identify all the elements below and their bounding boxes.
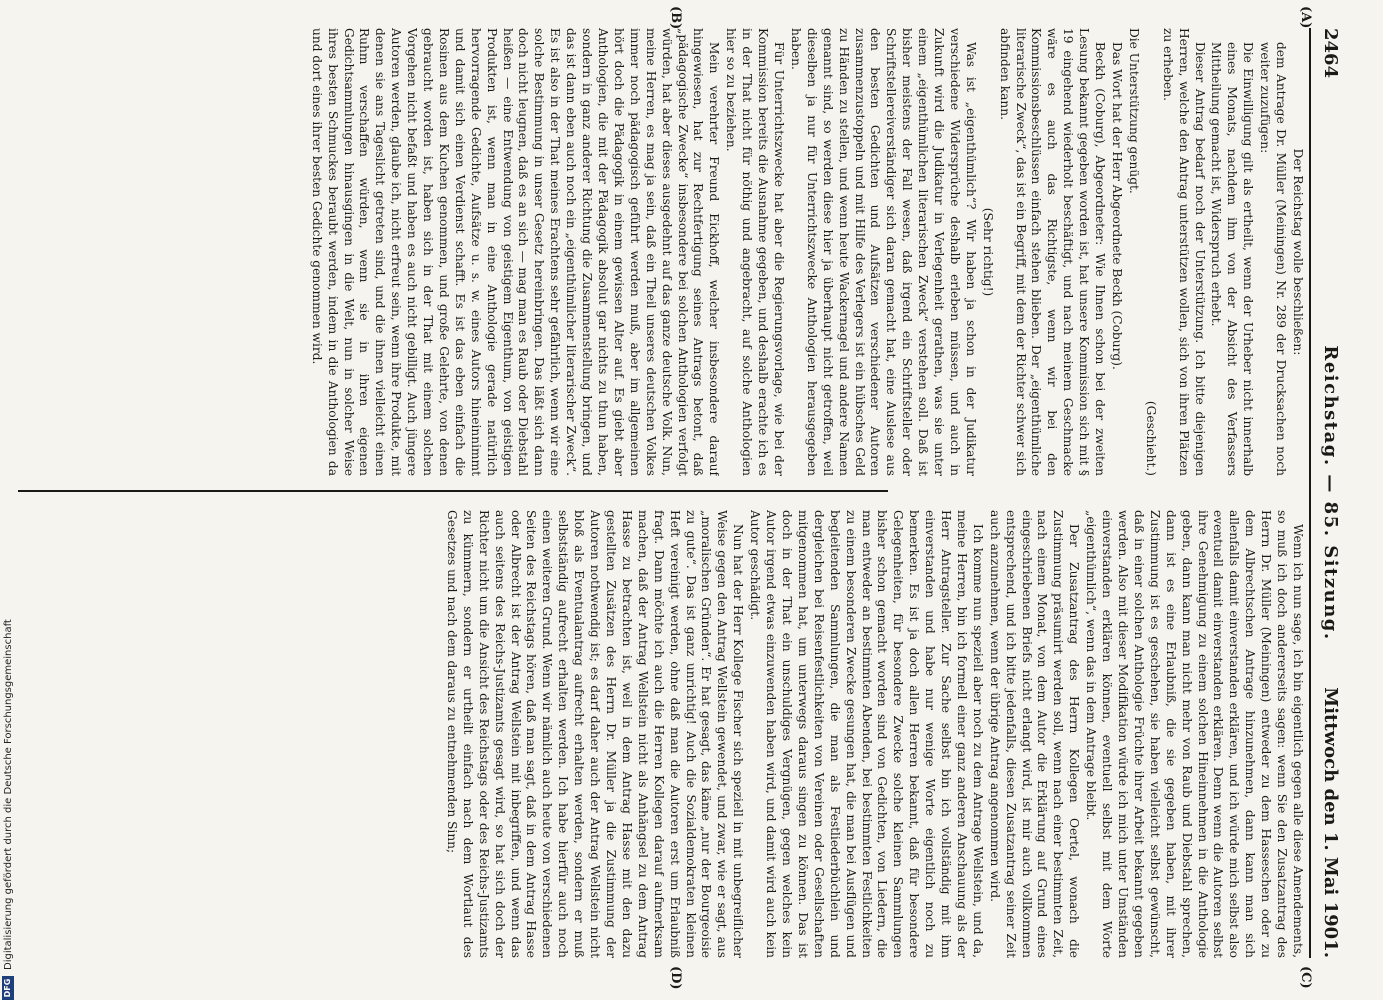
- paragraph: dem Antrage Dr. Müller (Meiningen) Nr. 289 der Drucksachen noch weiter zuzufügen:: [1258, 42, 1289, 476]
- right-column: [55, 510, 1305, 958]
- paragraph: Nun hat der Herr Kollege Fischer sich speziell in mit unbegreiflicher Weise gegen den Antrag Wellstein gewendet, und zwar, wie er sagt, aus „moralischen Gründen“. Er hat gesagt, das käme „nur der Bourgeoisie zu gute“. Das ist ganz unrichtig! Auch die Sozialdemokraten kleinen Heft vereinigt werden, ohne daß man die Autoren erst um Erlaubniß fragt. Dann möchte ich auch die Herren Kollegen darauf aufmerksam machen, daß der Antrag Wellstein nicht als Anhängsel zu dem Antrag Hasse zu betrachten ist, weil in dem Antrag Hasse mit den dazu gestellten Zusätzen des Herrn Dr. Müller ja die Zustimmung der Autoren nothwendig ist; es darf daher auch der Antrag Wellstein nicht bloß als Eventualantrag aufrecht erhalten werden, sondern er muß selbstständig aufrecht erhalten werden. Ich habe hierfür auch noch einen weiteren Grund. Wenn wir nämlich auch heute von verschiedenen Seiten des Reichstags hören, daß man sagt, daß in dem Antrag Hasse oder Albrecht ist der Antrag Wellstein mit inbegriffen, und wenn das auch seitens des Reichs-Justizamts gesagt wird, so hat sich doch der Richter nicht um die Ansicht des Reichstags oder des Reichs-Justizamts zu kümmern, sondern er urtheilt einfach nach dem Wortlaut des Gesetzes und nach dem daraus zu entnehmenden Sinn;: [444, 510, 746, 958]
- paragraph: Das Wort hat der Herr Abgeordnete Beckh (Coburg).: [1110, 42, 1125, 370]
- left-column: [55, 28, 1305, 476]
- paragraph: Mein verehrter Freund Eickhoff, welcher insbesondere darauf hingewiesen, hat zur Rechtfertigung seines Antrags betont, daß „pädagogische Zwecke“ insbesondere bei solchen Anthologien verfolgt würden, hat aber dieses ausgedehnt auf das ganze deutsche Volk. Nun, meine Herren, es mag ja sein, daß ein Theil unseres deutschen Volkes immer noch pädagogisch geführt werden muß, aber im allgemeinen hört doch die Pädagogik in einem gewissen Alter auf. Es giebt aber Anthologien, die mit der Pädagogik absolut gar nichts zu thun haben, sondern in ganz anderer Richtung die Zusammenstellung bringen, und das ist dann eben auch noch ein „eigenthümlicher literarischer Zweck“. Es ist also in der That meines Erachtens sehr gefährlich, wenn wir eine solche Bestimmung in unser Gesetz hereinbringen. Das läßt sich dann doch nicht leugnen, daß es an sich — mag man es Raub oder Diebstahl heißen — eine Entwendung von geistigem Eigenthum, von geistigen Produkten ist, wenn man in eine Anthologie gerade natürlich hervorragende Gedichte, Aufsätze u. s. w. eines Autors hineinnimmt und damit sich einen Verdienst schafft. Es ist das eben einfach die Rosinen aus dem Kuchen genommen, und große Gelehrte, von denen gebraucht worden ist, haben sich in der That mit einem solchen Vorgehen nicht befaßt und haben es auch nicht gebilligt. Auch jüngere Autoren werden, glaube ich, nicht erfreut sein, wenn ihre Produkte, mit denen sie ans Tageslicht getreten sind, und die ihnen vielleicht einen Ruhm verschaffen würden, wenn sie in ihren eigenen Gedichtsammlungen hinausgingen in die Welt, nun in solcher Weise ihres besten Schmuckes beraubt werden, indem in die Anthologien da und dort eines ihrer besten Gedichte genommen wird.: [309, 28, 722, 476]
- paragraph: Wenn ich nun sage, ich bin eigentlich gegen alle diese Amendements, so muß ich doch andererseits sagen: wenn Sie den Zusatzantrag des Herrn Dr. Müller (Meiningen) entweder zu dem Hasseschen oder zu dem Albrechtschen Antrage hinzunehmen, dann kann man sich allenfalls damit einverstanden erklären, und ich würde mich selbst also eventuell damit einverstanden erklären. Denn wenn die Autoren selbst ihre Genehmigung zu einem solchen Hineinnehmen in die Anthologie geben, dann kann man nicht mehr von Raub und Diebstahl sprechen, dann ist es eine Erlaubniß, die sie gegeben haben, mit ihrer Zustimmung ist es geschehen, sie haben vielleicht selbst gewünscht, daß in einer solchen Anthologie Früchte ihrer Arbeit bekannt gegeben werden. Also mit dieser Modifikation würde ich mich unter Umständen einverstanden erklären können, eventuell selbst mit dem Worte „eigenthümlich“, wenn das in dem Antrage bleibt.: [1084, 510, 1305, 958]
- margin-mark-a: (A): [1298, 6, 1313, 29]
- margin-mark-c: (C): [1298, 966, 1313, 989]
- header-date: Mittwoch den 1. Mai 1901.: [1320, 687, 1341, 958]
- dfg-logo: DFG: [2, 976, 14, 1000]
- paragraph: Die Einwilligung gilt als ertheilt, wenn der Urheber nicht innerhalb eines Monats, nachdem ihm von der Absicht des Verfassers Mittheilung gemacht ist, Widerspruch erhebt.: [1209, 42, 1256, 476]
- paragraph: Für Unterrichtszwecke hat aber die Regierungsvorlage, wie bei der Kommission bereits die Ausnahme gegeben, und deshalb erachte ich es in der That nicht für nöthig und angebracht, auf solche Anthologien hier so zu beziehen.: [724, 28, 786, 476]
- margin-mark-d: (D): [668, 966, 683, 990]
- column-divider: [18, 490, 888, 492]
- paragraph: (Sehr richtig!): [980, 207, 995, 297]
- margin-mark-b: (B): [668, 6, 683, 30]
- paragraph: Was ist „eigenthümlich“? Wir haben ja schon in der Judikatur verschiedene Widersprüche deshalb erleben müssen, und auch in Zukunft wird die Judikatur in Verlegenheit gerathen, was sie unter einem „eigenthümlichen literarischen Zweck“ verstehen soll. Daß ist bisher meistens der Fall wesen, daß irgend ein Schriftsteller oder Schriftstellereiverständiger sich daran gemacht hat, eine Auslese aus den besten Gedichten und Aufsätzen verschiedener Autoren zusammenzustoppeln und mit Hilfe des Verlegers ist ein hübsches Geld zu Händen zu stellen, und wenn heute Wackernagel und andere Namen genannt sind, so werden diese hier ja überhaupt nicht getroffen, weil dieselben ja nur für Unterrichtszwecke Anthologien herausgegeben haben.: [788, 28, 978, 476]
- header-title: Reichstag. — 85. Sitzung.: [1320, 345, 1341, 641]
- paragraph: Der Reichstag wolle beschließen:: [1291, 148, 1305, 356]
- paragraph: Beckh (Coburg), Abgeordneter: Wie Ihnen schon bei der zweiten Lesung bekannt gegeben worden ist, hat unsere Kommission sich mit § 19 eingehend wiederholt beschäftigt, und nach meinem Geschmacke wäre es auch das Richtigste, wenn wir bei den Kommissionsbeschlüssen einfach stehen blieben. Der „eigenthümliche literarische Zweck“, das ist ein Begriff, mit dem der Richter schwer sich abfinden kann.: [997, 28, 1108, 476]
- paragraph: Ich komme nun speziell aber noch zu dem Antrage Wellstein, und da, meine Herren, bin ich formell einer ganz anderen Anschauung als der Herr Antragsteller. Zur Sache selbst bin ich vollständig mit ihm einverstanden und habe nur wenige Worte eigentlich noch zu bemerken. Es ist ja doch allen Herren bekannt, daß für besondere Gelegenheiten, für besondere Zwecke solche kleinen Sammlungen bisher schon gemacht worden sind von Gedichten, von Liedern, die man entweder an bestimmten Abenden, bei bestimmten Festlichkeiten zu einem besonderen Zwecke gesungen hat, die man bei Ausflügen und begleitenden Sammlungen, die man als Festliederbüchlein und dergleichen bei Reisenfestlichkeiten von Vereinen oder Gesellschaften mitgenommen hat, um unterwegs daraus singen zu können. Das ist doch in der That ein unschuldiges Vergnügen, gegen welches kein Autor irgend etwas einzuwenden haben wird, und damit wird auch kein Autor geschädigt.: [748, 510, 985, 958]
- footer-text: Digitalisierung gefördert durch die Deutsche Forschungsgemeinschaft: [2, 619, 14, 970]
- page-number: 2464: [1320, 28, 1341, 79]
- paragraph: Dieser Antrag bedarf noch der Unterstützung. Ich bitte diejenigen Herren, welche den Antrag unterstützen wollen, sich von ihren Plätzen zu erheben.: [1160, 28, 1207, 476]
- digitization-footer: [2, 619, 14, 1000]
- paragraph: Der Zusatzantrag des Herrn Kollegen Oertel, wonach die Zustimmung präsumirt werden soll, wenn nach einer bestimmten Zeit, nach einem Monat, von dem Autor die Erklärung auf Grund eines eingeschriebenen Briefs nicht erlangt wird, ist mir auch vollkommen entsprechend, und ich bitte jedenfalls, diesen Zusatzantrag seiner Zeit auch anzunehmen, wenn der übrige Antrag angenommen wird.: [987, 510, 1082, 958]
- paragraph: (Geschieht.): [1143, 400, 1158, 476]
- paragraph: Die Unterstützung genügt.: [1126, 28, 1141, 194]
- page-header: [1309, 28, 1347, 958]
